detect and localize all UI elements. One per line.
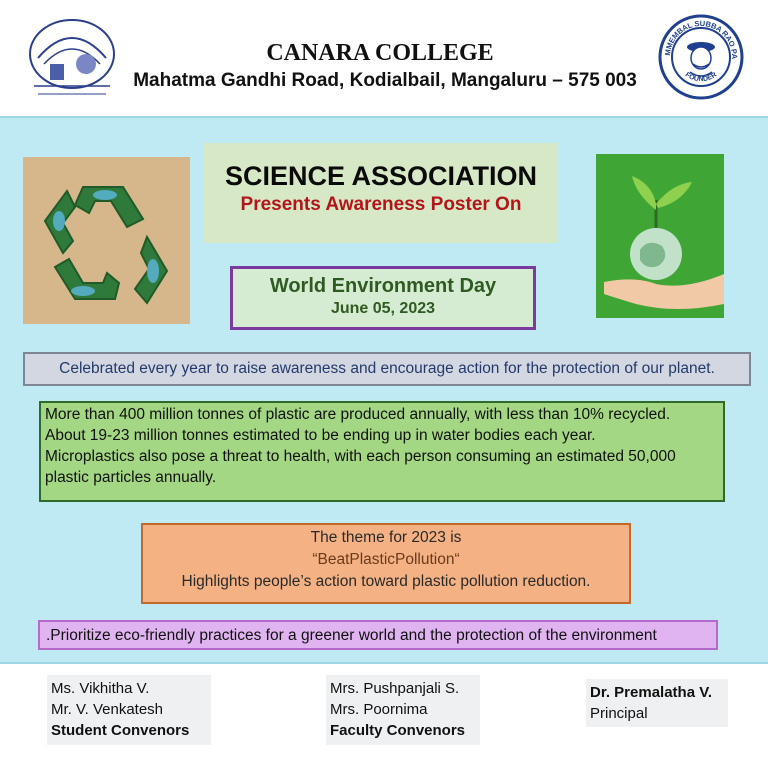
- theme-name: “BeatPlasticPollution“: [312, 551, 460, 568]
- event-box: [230, 266, 536, 330]
- fact-line: More than 400 million tonnes of plastic are produced annually, with less than 10% recycled.: [45, 406, 671, 423]
- founder-seal-logo: [658, 14, 744, 100]
- student-convenor-name: Mr. V. Venkatesh: [51, 701, 164, 718]
- fact-line: About 19-23 million tonnes estimated to be ending up in water bodies each year.: [45, 427, 596, 444]
- college-emblem-logo: [24, 14, 120, 102]
- faculty-convenors-block: [326, 675, 480, 745]
- principal-name: Dr. Premalatha V.: [590, 684, 713, 701]
- celebration-statement: Celebrated every year to raise awareness and encourage action for the protection of our planet.: [23, 352, 751, 386]
- event-title: World Environment Day: [269, 275, 497, 297]
- fact-line: Microplastics also pose a threat to health, with each person consuming an estimated 50,000: [45, 448, 676, 465]
- svg-text:FOUNDER: FOUNDER: [683, 71, 719, 84]
- svg-text:AMMEMBAL SUBBA RAO PAI: MMEMBAL SUBBA RAO PA: [662, 18, 740, 60]
- event-date: June 05, 2023: [330, 300, 436, 317]
- science-association-banner: [204, 143, 558, 243]
- fact-line: plastic particles annually.: [45, 469, 217, 486]
- association-subtitle: Presents Awareness Poster On: [240, 194, 522, 215]
- faculty-convenors-role: Faculty Convenors: [330, 722, 466, 739]
- theme-box: [141, 523, 631, 604]
- faculty-convenor-name: Mrs. Poornima: [330, 701, 428, 718]
- college-name: CANARA COLLEGE: [266, 40, 494, 66]
- principal-block: [586, 679, 728, 727]
- plastic-facts-box: [39, 401, 725, 502]
- prioritize-statement: .Prioritize eco-friendly practices for a greener world and the protection of the environment: [38, 620, 718, 650]
- principal-role: Principal: [590, 705, 648, 722]
- student-convenors-block: [47, 675, 211, 745]
- plant-in-hand-image: [596, 154, 724, 318]
- student-convenor-name: Ms. Vikhitha V.: [51, 680, 150, 697]
- theme-intro: The theme for 2023 is: [310, 529, 462, 546]
- college-address: Mahatma Gandhi Road, Kodialbail, Mangaluru – 575 003: [133, 70, 637, 91]
- faculty-convenor-name: Mrs. Pushpanjali S.: [330, 680, 460, 697]
- theme-description: Highlights people’s action toward plastic pollution reduction.: [181, 573, 591, 590]
- association-title: SCIENCE ASSOCIATION: [224, 161, 538, 191]
- recycle-symbol-image: [23, 157, 190, 324]
- student-convenors-role: Student Convenors: [51, 722, 190, 739]
